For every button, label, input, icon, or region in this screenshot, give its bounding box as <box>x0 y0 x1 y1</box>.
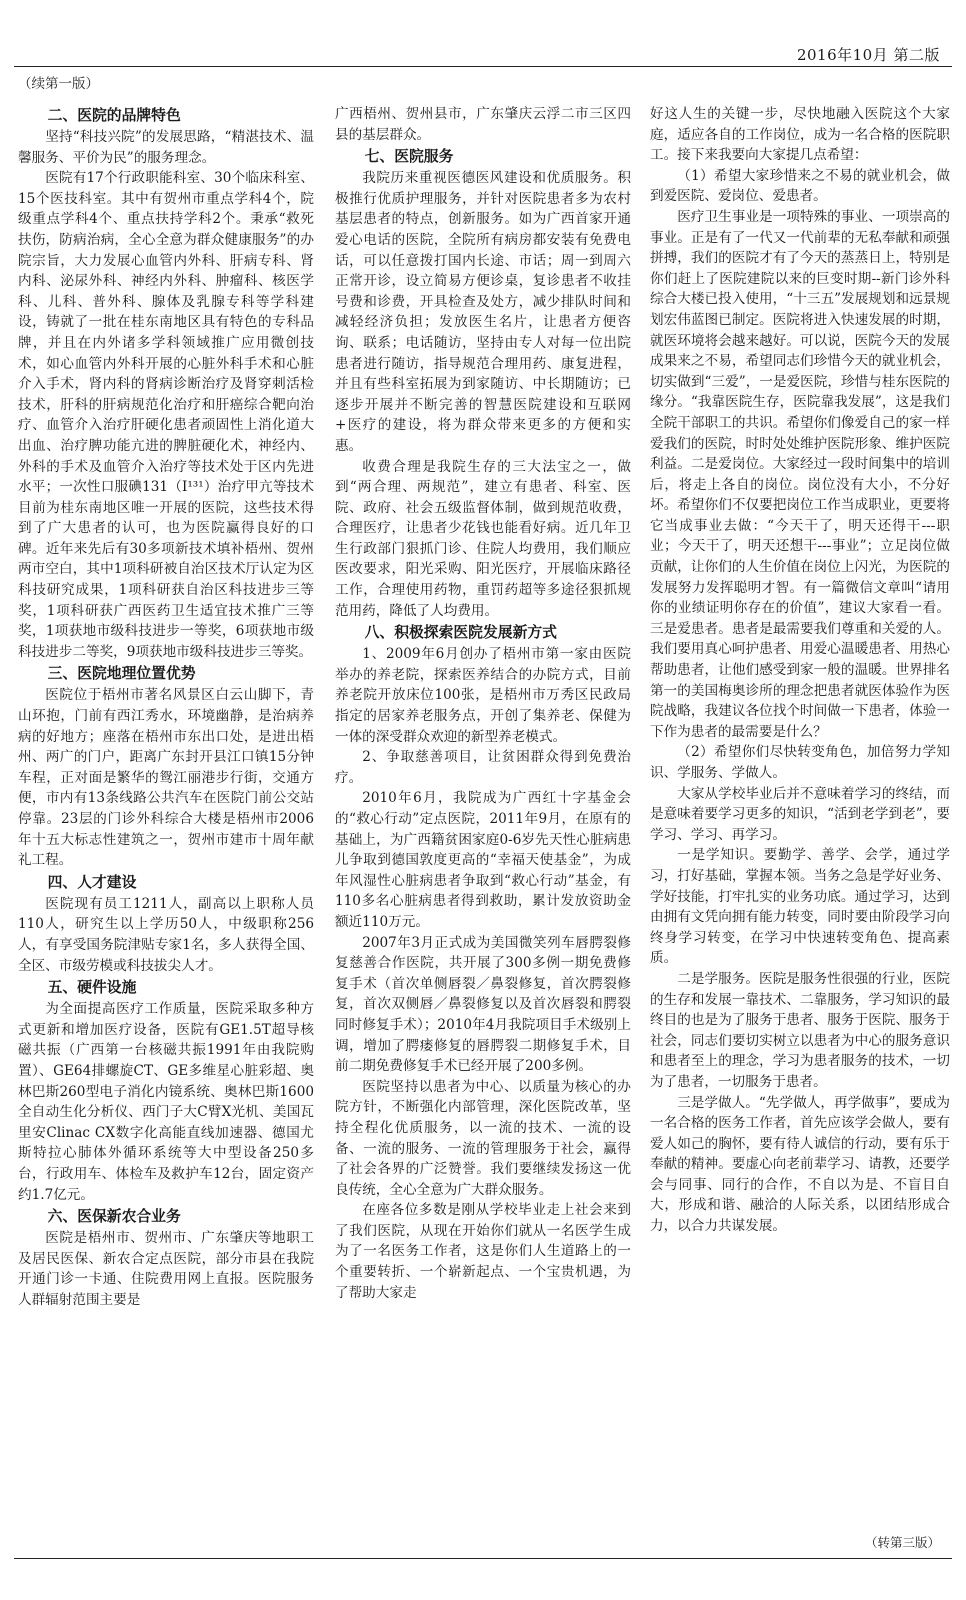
paragraph: 在座各位多数是刚从学校毕业走上社会来到了我们医院，从现在开始你们就从一名医学生成为了一名医务工作者，这是你们人生道路上的一个重要转折、一个崭新起点、一个宝贵机遇，为了帮助大家走 <box>335 1202 631 1301</box>
paragraph: （2）希望你们尽快转变角色，加倍努力学知识、学服务、学做人。 <box>650 744 950 781</box>
paragraph: 大家从学校毕业后并不意味着学习的终结，而是意味着要学习更多的知识，“活到老学到老”，要学习、学习、再学习。 <box>650 785 950 843</box>
article-column-3 <box>650 104 950 1237</box>
paragraph: 我院历来重视医德医风建设和优质服务。积极推行优质护理服务，并针对医院患者多为农村基层患者的特点，创新服务。如为广西首家开通爱心电话的医院，全院所有病房都安装有免费电话，可以任意拨打国内长途、市话；周一到周六正常开诊，设立简易方便诊桌，复诊患者不收挂号费和诊费，开具检查及处方，减少排队时间和减轻经济负担；发放医生名片，让患者方便咨询、联系；电话随访，坚持由专人对每一位出院患者进行随访，指导规范合理用药、康复进程，并且有些科室拓展为到家随访、中长期随访；已逐步开展并不断完善的智慧医院建设和互联网+医疗的建设，将为群众带来更多的方便和实惠。 <box>335 170 631 454</box>
paragraph: 医院有17个行政职能科室、30个临床科室、15个医技科室。其中有贺州市重点学科4个，院级重点学科4个、重点扶持学科2个。秉承“救死扶伤，防病治病，全心全意为群众健康服务”的办院宗旨，大力发展心血管内外科、肝病专科、肾内科、泌尿外科、神经内外科、肿瘤科、核医学科、儿科、普外科、腺体及乳腺专科等学科建设，铸就了一批在桂东南地区具有特色的专科品牌，并且在内外诸多学科领域推广应用微创技术，如心血管内外科开展的心脏外科手术和心脏介入手术，肾内科的肾病诊断治疗及肾穿刺活检技术，肝科的肝病规范化治疗和肝癌综合靶向治疗、血管介入治疗肝硬化患者顽固性上消化道大出血、治疗脾功能亢进的脾脏硬化术，神经内、外科的手术及血管介入治疗等技术处于区内先进水平；一次性口服碘131（I¹³¹）治疗甲亢等技术目前为桂东南地区唯一开展的医院，这些技术得到了广大患者的认可，也为医院赢得良好的口碑。近年来先后有30多项新技术填补梧州、贺州两市空白，其中1项科研被自治区技术厅认定为区科技研究成果，1项科研获自治区科技进步三等奖，1项科研获广西医药卫生适宜技术推广三等奖，1项获地市级科技进步一等奖，6项获地市级科技进步二等奖，9项获地市级科技进步三等奖。 <box>18 170 314 660</box>
paragraph: 医疗卫生事业是一项特殊的事业、一项崇高的事业。正是有了一代又一代前辈的无私奉献和顽强拼搏，我们的医院才有了今天的蒸蒸日上，特别是你们赶上了医院建院以来的巨变时期--新门诊外科综合大楼已投入使用，“十三五”发展规划和远景规划宏伟蓝图已制定。医院将进入快速发展的时期，就医环境将会越来越好。可以说，医院今天的发展成果来之不易，希望同志们珍惜今天的就业机会，切实做到“三爱”，一是爱医院，珍惜与桂东医院的缘分。“我靠医院生存，医院靠我发展”，这是我们全院干部职工的共识。希望你们像爱自己的家一样爱我们的医院，时时处处维护医院形象、维护医院利益。二是爱岗位。大家经过一段时间集中的培训后，将走上各自的岗位。岗位没有大小，不分好坏。希望你们不仅要把岗位工作当成职业，更要将它当成事业去做：“今天干了，明天还得干---职业；今天干了，明天还想干---事业”；立足岗位做贡献，让你们的人生价值在岗位上闪光，为医院的发展努力发挥聪明才智。有一篇微信文章叫“请用你的业绩证明你存在的价值”，建议大家看一看。三是爱患者。患者是最需要我们尊重和关爱的人。我们要用真心呵护患者、用爱心温暖患者、用热心帮助患者，让他们感受到家一般的温暖。世界排名第一的美国梅奥诊所的理念把患者就医体验作为医院战略，我建议各位找个时间做一下患者，体验一下作为患者的最需要是什么？ <box>650 208 950 740</box>
header-rule <box>14 66 952 67</box>
footer-rule <box>14 1558 952 1559</box>
continued-note: （续第一版） <box>18 76 99 92</box>
article-column-2 <box>335 104 631 1303</box>
paragraph: 医院坚持以患者为中心、以质量为核心的办院方针，不断强化内部管理，深化医院改革，坚持全程化优质服务，以一流的技术、一流的设备、一流的服务、一流的管理服务于社会，赢得了社会各界的广泛赞誉。我们要继续发扬这一优良传统，全心全意为广大群众服务。 <box>335 1078 631 1198</box>
paragraph: 2007年3月正式成为美国微笑列车唇腭裂修复慈善合作医院，共开展了300多例一期免费修复手术（首次单侧唇裂／鼻裂修复，首次腭裂修复，首次双侧唇／鼻裂修复以及首次唇裂和腭裂同时修复手术）；2010年4月我院项目手术级别上调，增加了腭瘘修复的唇腭裂二期修复手术，目前二期免费修复手术已经开展了200多例。 <box>335 934 631 1075</box>
paragraph-continued: 好这人生的关键一步，尽快地融入医院这个大家庭，适应各自的工作岗位，成为一名合格的医院职工。接下来我要向大家提几点希望： <box>650 106 950 164</box>
paragraph: （1）希望大家珍惜来之不易的就业机会，做到爱医院、爱岗位、爱患者。 <box>650 167 950 205</box>
section-heading: 八、积极探索医院发展新方式 <box>364 624 557 642</box>
paragraph: 2、争取慈善项目，让贫困群众得到免费治疗。 <box>335 749 631 786</box>
paragraph: 医院现有员工1211人，副高以上职称人员110人，研究生以上学历50人，中级职称256人，有享受国务院津贴专家1名，多人获得全国、全区、市级劳模或科技拔尖人才。 <box>18 895 314 974</box>
paragraph: 医院位于梧州市著名风景区白云山脚下，青山环抱，门前有西江秀水，环境幽静，是治病养病的好地方；座落在梧州市东出口处，是进出梧州、两广的门户，距离广东封开县江口镇15分钟车程，正对面是繁华的鸳江丽港步行街，交通方便，市内有13条线路公共汽车在医院门前公交站停靠。23层的门诊外科综合大楼是梧州市2006年十五大标志性建筑之一，贺州市建市十周年献礼工程。 <box>18 687 314 869</box>
paragraph: 三是学做人。“先学做人，再学做事”，要成为一名合格的医务工作者，首先应该学会做人，要有爱人如己的胸怀，要有待人诚信的行动，要有乐于奉献的精神。要虚心向老前辈学习、请教，还要学会与同事、同行的合作，不自以为是、不盲目自大，形成和谐、融洽的人际关系，以团结形成合力，以合力共谋发展。 <box>650 1094 950 1235</box>
paragraph: 为全面提高医疗工作质量，医院采取多种方式更新和增加医疗设备，医院有GE1.5T超导核磁共振（广西第一台核磁共振1991年由我院购置）、GE64排螺旋CT、GE多维星心脏彩超、奥林巴斯260型电子消化内镜系统、奥林巴斯1600全自动生化分析仪、西门子大C臂X光机、美国瓦里安Clinac CX数字化高能直线加速器、德国尤斯特拉心肺体外循环系统等大中型设备250多台，行政用车、体检车及救护车12台，固定资产约1.7亿元。 <box>18 1001 314 1203</box>
paragraph-continued: 广西梧州、贺州县市，广东肇庆云浮二市三区四县的基层群众。 <box>335 106 631 143</box>
section-heading: 三、医院地理位置优势 <box>47 665 196 683</box>
section-heading: 二、医院的品牌特色 <box>47 107 181 124</box>
paragraph: 二是学服务。医院是服务性很强的行业，医院的生存和发展一靠技术、二靠服务，学习知识的最终目的也是为了服务于患者、服务于医院、服务于社会，同志们要切实树立以患者为中心的服务意识和患者至上的理念，学习为患者服务的技术，一切为了患者，一切服务于患者。 <box>650 970 950 1090</box>
section-heading: 六、医保新农合业务 <box>47 1208 181 1226</box>
paragraph: 坚持“科技兴院”的发展思路，“精湛技术、温馨服务、平价为民”的服务理念。 <box>18 129 314 166</box>
turn-page-note: （转第三版） <box>864 1535 940 1550</box>
page-header <box>0 0 966 62</box>
issue-date-page: 2016年10月 第二版 <box>796 46 940 64</box>
section-heading: 七、医院服务 <box>364 148 454 166</box>
paragraph: 收费合理是我院生存的三大法宝之一，做到“两合理、两规范”，建立有患者、科室、医院、政府、社会五级监督体制，做到规范收费，合理医疗，让患者少花钱也能看好病。近几年卫生行政部门狠抓门诊、住院人均费用，我们顺应医改要求，阳光采购、阳光医疗，开展临床路径工作，合理使用药物，重罚药超等多途径狠抓规范用药，降低了人均费用。 <box>335 458 631 619</box>
paragraph: 1、2009年6月创办了梧州市第一家由医院举办的养老院，探索医养结合的办院方式，目前养老院开放床位100张，是梧州市万秀区民政局指定的居家养老服务点，开创了集养老、保健为一体的深受群众欢迎的新型养老模式。 <box>335 646 631 745</box>
section-heading: 四、人才建设 <box>47 873 137 891</box>
paragraph: 一是学知识。要勤学、善学、会学，通过学习，打好基础，掌握本领。当务之急是学好业务、学好技能，打牢扎实的业务功底。通过学习，达到由拥有文凭向拥有能力转变，同时要由阶段学习向终身学习转变，在学习中快速转变角色、提高素质。 <box>650 847 950 967</box>
paragraph: 2010年6月，我院成为广西红十字基金会的“救心行动”定点医院，2011年9月，在原有的基础上，为广西籍贫困家庭0-6岁先天性心脏病患儿争取到德国敦度更高的“幸福天使基金”，为成年风湿性心脏病患者争取到“救心行动”基金，有110多名心脏病患者得到救助，累计发放资助金额近110万元。 <box>335 790 631 930</box>
article-column-1 <box>18 104 314 1310</box>
paragraph: 医院是梧州市、贺州市、广东肇庆等地职工及居民医保、新农合定点医院，部分市县在我院开通门诊一卡通、住院费用网上直报。医院服务人群辐射范围主要是 <box>18 1230 314 1308</box>
section-heading: 五、硬件设施 <box>47 979 137 997</box>
